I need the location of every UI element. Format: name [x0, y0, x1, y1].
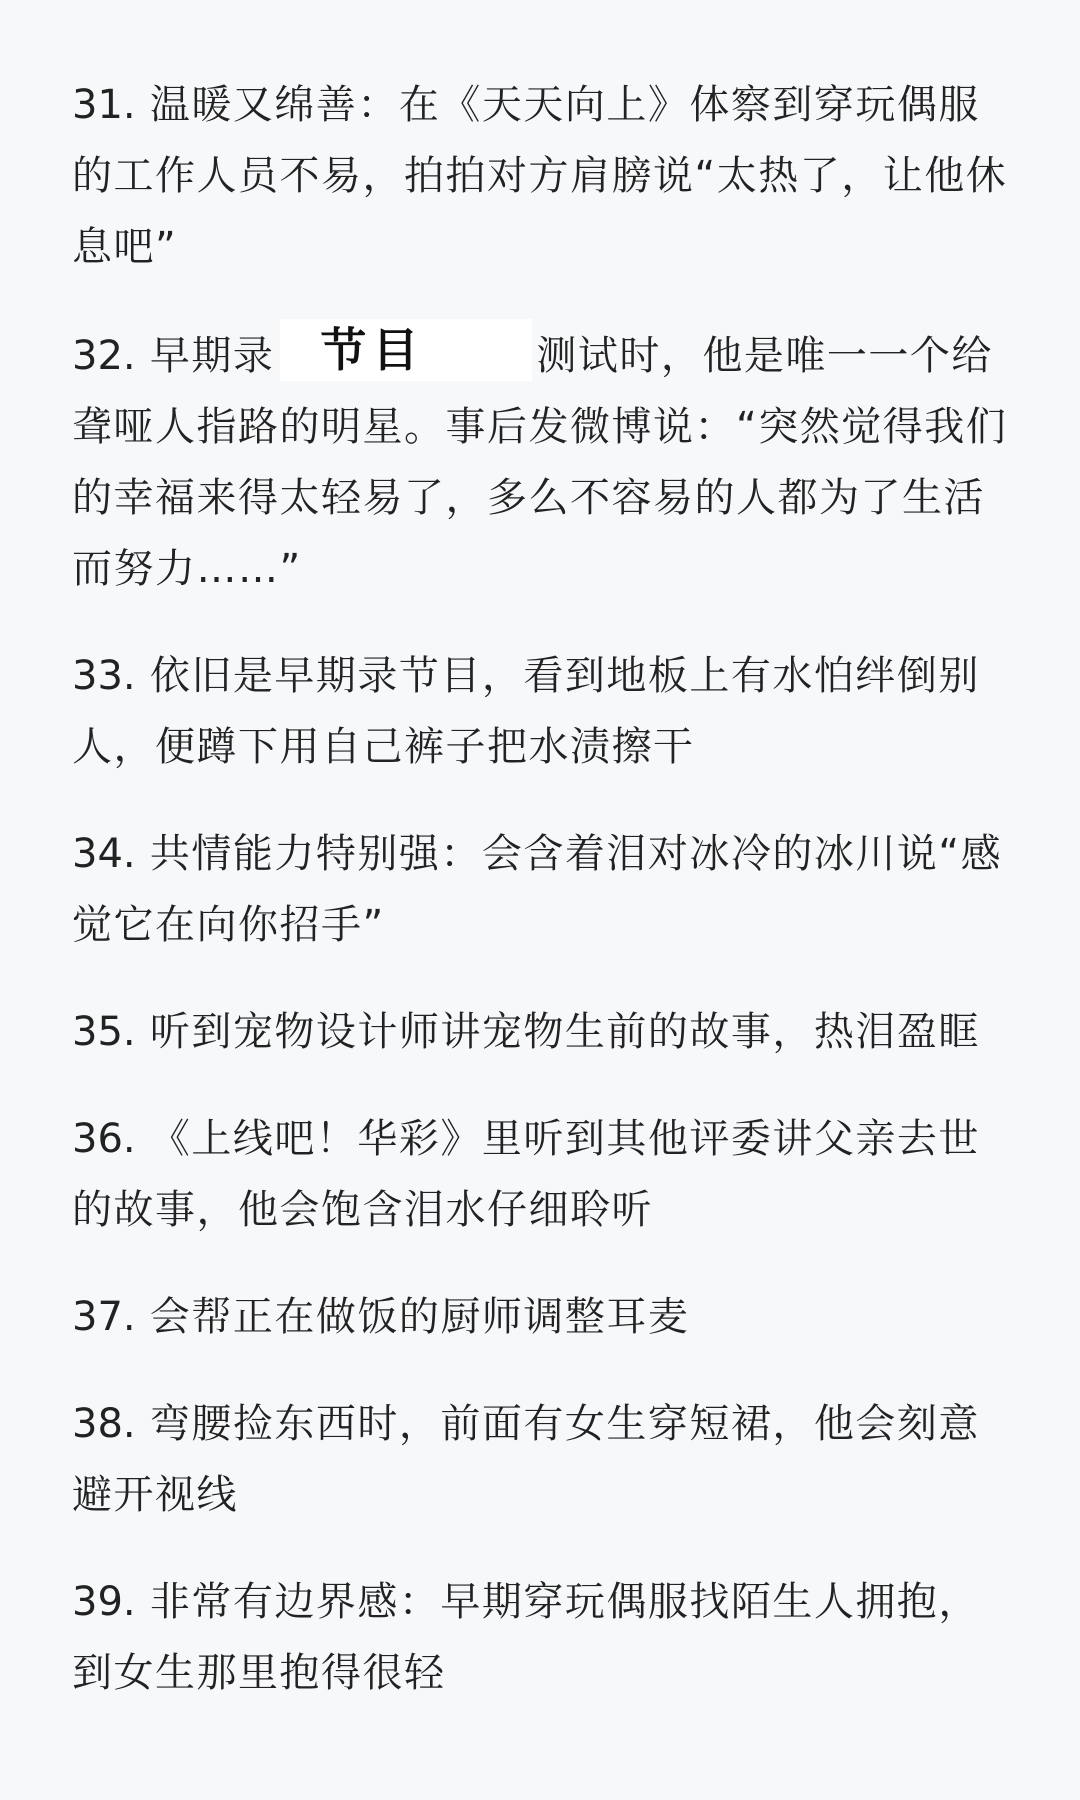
list-item-39 [72, 1567, 1010, 1709]
list-item-33 [72, 641, 1010, 783]
list-item-34 [72, 819, 1010, 961]
item-text: 弯腰捡东西时，前面有女生穿短裙，他会刻意避开视线 [72, 1401, 980, 1518]
item-text-before: 早期录 [149, 333, 275, 379]
list-item-31 [72, 70, 1010, 283]
item-text: 依旧是早期录节目，看到地板上有水怕绊倒别人，便蹲下用自己裤子把水渍擦干 [72, 653, 980, 770]
item-text: 会帮正在做饭的厨师调整耳麦 [149, 1294, 690, 1340]
list-item-37 [72, 1282, 1010, 1353]
list-item-32 [72, 319, 1010, 605]
item-text-after: 测试时，他是唯一一个给聋哑人指路的明星。事后发微博说：“突然觉得我们的幸福来得太轻易了，多么不容易的人都为了生活而努力……” [72, 333, 1008, 592]
item-number: 37. [72, 1294, 136, 1340]
item-number: 33. [72, 653, 136, 699]
item-text: 共情能力特别强：会含着泪对冰冷的冰川说“感觉它在向你招手” [72, 831, 1003, 948]
item-number: 34. [72, 831, 136, 877]
list-item-38 [72, 1389, 1010, 1531]
item-text: 温暖又绵善：在《天天向上》体察到穿玩偶服的工作人员不易，拍拍对方肩膀说“太热了，让他休息吧” [72, 82, 1008, 270]
item-text: 《上线吧！华彩》里听到其他评委讲父亲去世的故事，他会饱含泪水仔细聆听 [72, 1116, 980, 1233]
item-number: 31. [72, 82, 136, 128]
list-item-35 [72, 997, 1010, 1068]
item-text: 听到宠物设计师讲宠物生前的故事，热泪盈眶 [149, 1009, 980, 1055]
item-number: 35. [72, 1009, 136, 1055]
item-number: 32. [72, 333, 136, 379]
item-text: 非常有边界感：早期穿玩偶服找陌生人拥抱，到女生那里抱得很轻 [72, 1579, 980, 1696]
item-number: 36. [72, 1116, 136, 1162]
overlay-text: 节目 [320, 323, 425, 377]
list-item-36 [72, 1104, 1010, 1246]
redaction-box [280, 319, 532, 381]
item-number: 38. [72, 1401, 136, 1447]
item-number: 39. [72, 1579, 136, 1625]
